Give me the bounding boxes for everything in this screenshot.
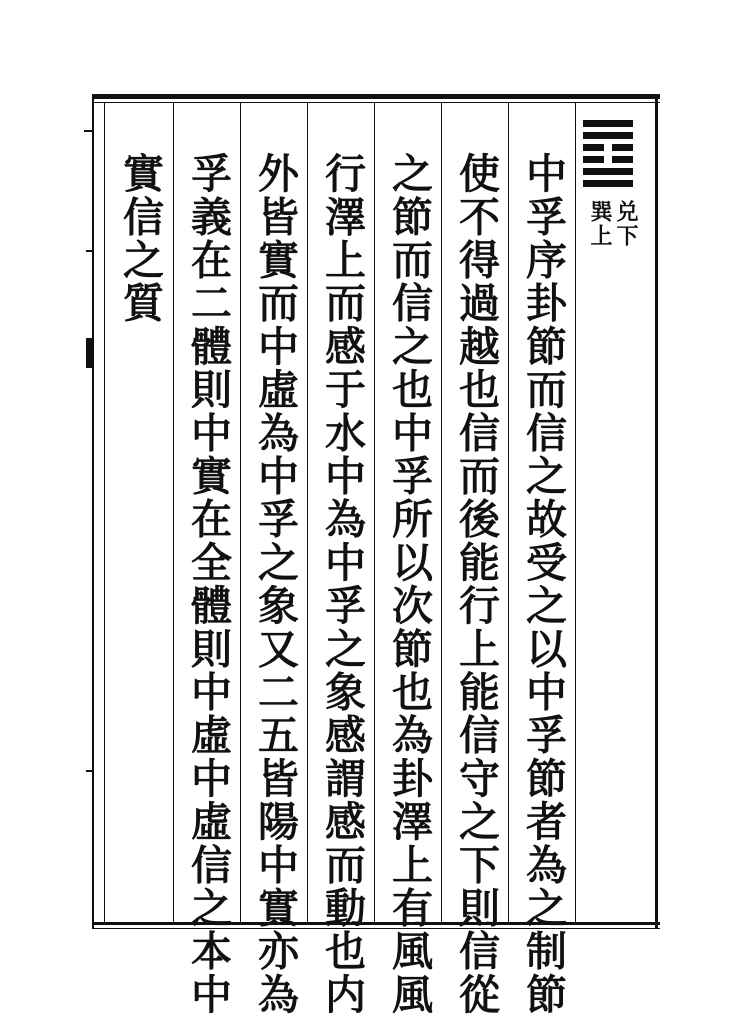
column-divider: [441, 102, 442, 922]
hexagram-line-yang: [583, 168, 633, 175]
text-column-4: 行澤上而感于水中為中孚之象感謂感而動也内: [318, 152, 366, 1016]
hexagram-line-yin: [583, 144, 633, 151]
text-column-1: 中孚序卦節而信之故受之以中孚節者為之制節: [519, 152, 567, 1016]
column-divider: [307, 102, 308, 922]
hexagram-line-yang: [583, 132, 633, 139]
lower-trigram-label: 兑下: [613, 200, 639, 248]
text-column-5: 外皆實而中虛為中孚之象又二五皆陽中實亦為: [251, 152, 299, 1016]
bottom-border: [92, 922, 660, 925]
text-column-6: 孚義在二體則中實在全體則中虛中虛信之本中: [184, 152, 232, 1016]
hexagram-line-yang: [583, 120, 633, 127]
column-divider: [508, 102, 509, 922]
left-border: [92, 94, 94, 928]
text-column-3: 之節而信之也中孚所以次節也為卦澤上有風風: [385, 152, 433, 1016]
column-divider: [575, 102, 576, 922]
text-column-2: 使不得過越也信而後能行上能信守之下則信從: [452, 152, 500, 1016]
margin-tick: [86, 250, 92, 252]
column-divider: [173, 102, 174, 922]
text-column-7: 實信之質: [116, 152, 164, 325]
top-border: [92, 94, 660, 99]
column-divider: [374, 102, 375, 922]
upper-trigram-label: 巽上: [587, 200, 613, 248]
margin-block: [86, 338, 94, 368]
right-border: [655, 94, 658, 928]
margin-tick: [84, 130, 92, 132]
bottom-border-thin: [92, 928, 660, 929]
column-divider: [240, 102, 241, 922]
margin-tick: [86, 770, 92, 772]
hexagram-line-yang: [583, 180, 633, 187]
column-divider: [104, 102, 105, 922]
hexagram-line-yin: [583, 156, 633, 163]
hexagram-zhongfu-icon: [583, 120, 633, 192]
